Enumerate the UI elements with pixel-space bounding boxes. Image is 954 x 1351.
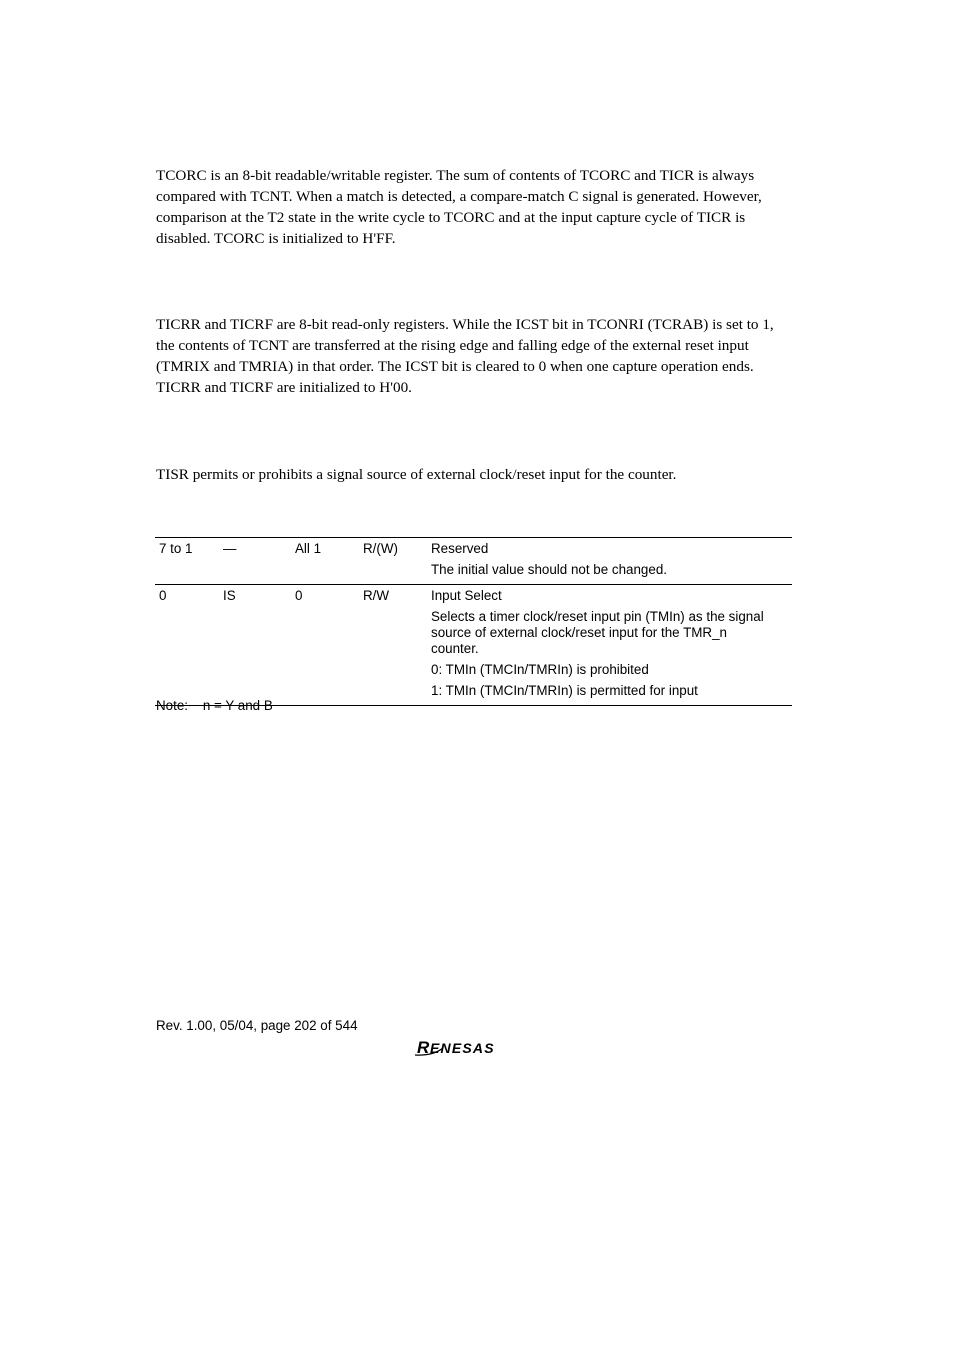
bit-cell: 7 to 1 [159, 541, 193, 556]
svg-text:R: R [417, 1038, 431, 1057]
bit-name-cell: IS [223, 588, 236, 603]
bit-cell: 0 [159, 588, 167, 603]
description-line: The initial value should not be changed. [431, 562, 667, 577]
svg-text:ENESAS: ENESAS [430, 1040, 495, 1056]
bit-name-cell: — [223, 541, 237, 556]
renesas-logo-icon [413, 1036, 535, 1058]
ticr-description: TICRR and TICRF are 8-bit read-only registers. While the ICST bit in TCONRI (TCRAB) is set to 1, the contents of TCNT are transferred at the rising edge and falling edge of the external reset input (TMRIX and TMRIA) in that order. The ICST bit is cleared to 0 when one capture operation ends. TICRR and TICRF are initialized to H'00. [156, 316, 774, 396]
rw-cell: R/W [363, 588, 390, 603]
description-cell [431, 538, 771, 584]
description-line: 1: TMIn (TMCIn/TMRIn) is permitted for input [431, 683, 698, 698]
description-line: 0: TMIn (TMCIn/TMRIn) is prohibited [431, 662, 649, 677]
tisr-bit-table [155, 537, 792, 706]
tcorc-description: TCORC is an 8-bit readable/writable register. The sum of contents of TCORC and TICR is always compared with TCNT. When a match is detected, a compare-match C signal is generated. However, comparison at the T2 state in the write cycle to TCORC and at the input capture cycle of TICR is disabled. TCORC is initialized to H'FF. [156, 167, 762, 247]
renesas-logo [413, 1036, 535, 1063]
initial-value-cell: All 1 [295, 541, 322, 556]
tisr-description: TISR permits or prohibits a signal source of external clock/reset input for the counter. [156, 466, 677, 483]
initial-value-cell: 0 [295, 588, 303, 603]
table-row [155, 584, 792, 705]
description-line: Reserved [431, 541, 489, 556]
table-note: Note: n = Y and B [156, 698, 273, 713]
description-line: Selects a timer clock/reset input pin (TMIn) as the signal source of external clock/reset input for the TMR_n counter. [431, 609, 764, 656]
description-cell [431, 585, 771, 705]
page-footer: Rev. 1.00, 05/04, page 202 of 544 [156, 1018, 358, 1033]
rw-cell: R/(W) [363, 541, 398, 556]
table-row [155, 538, 792, 584]
description-line: Input Select [431, 588, 502, 603]
